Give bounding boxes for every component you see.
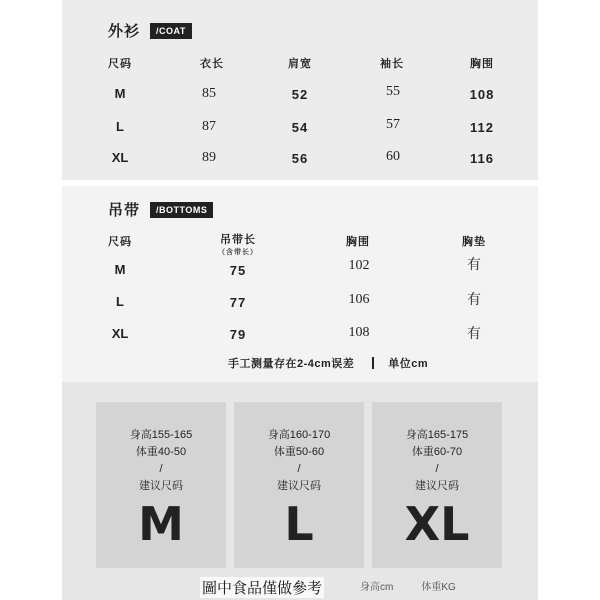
bottoms-row-l-size: L (116, 294, 124, 309)
bottoms-row-m-chest: 102 (348, 258, 370, 273)
bottoms-header-chest: 胸围 (346, 236, 370, 248)
size-card-xl (372, 402, 502, 568)
coat-row-xl-length: 89 (202, 150, 216, 165)
coat-header-length: 衣长 (200, 58, 224, 70)
coat-row-l-size: L (116, 119, 124, 134)
size-card-l (234, 402, 364, 568)
coat-row-xl-size: XL (111, 150, 129, 165)
coat-row-l-chest: 112 (470, 120, 494, 135)
bottoms-header-strap-length-label: 吊带长 (220, 234, 256, 246)
bottoms-row-m-strap: 75 (229, 263, 247, 278)
bottoms-row-xl-size: XL (111, 326, 129, 341)
bottoms-tag: /BOTTOMS (150, 202, 213, 218)
coat-header-chest: 胸围 (470, 58, 494, 70)
size-card-xl-sep: / (435, 463, 439, 475)
size-card-m-height: 身高155-165 (129, 429, 193, 441)
coat-section-header (108, 20, 192, 41)
size-card-m (96, 402, 226, 568)
coat-row-m-chest: 108 (469, 87, 495, 102)
coat-row-m-length: 85 (202, 86, 216, 101)
unit-text: 单位cm (388, 358, 429, 370)
coat-title: 外衫 (108, 23, 141, 40)
measurement-error-text: 手工测量存在2-4cm误差 (228, 358, 355, 370)
footer-height-unit: 身高cm (360, 582, 394, 593)
bottoms-row-m-size: M (114, 262, 126, 277)
coat-row-l-shoulder: 54 (291, 120, 309, 135)
coat-header-shoulder: 肩宽 (288, 58, 312, 70)
size-card-xl-height: 身高165-175 (405, 429, 469, 441)
coat-row-m-shoulder: 52 (291, 87, 309, 102)
bottoms-row-l-strap: 77 (229, 295, 247, 310)
bottoms-header-strap-length-sub: （含带长） (218, 249, 258, 256)
size-card-l-height: 身高160-170 (267, 429, 331, 441)
size-card-l-label: 建议尺码 (277, 480, 321, 492)
size-card-l-weight: 体重50-60 (273, 446, 325, 458)
coat-header-sleeve: 袖长 (380, 58, 404, 70)
bottoms-section-header (108, 199, 213, 220)
size-card-l-size: L (284, 497, 314, 551)
size-card-m-sep: / (159, 463, 163, 475)
size-card-m-label: 建议尺码 (139, 480, 183, 492)
bottoms-row-xl-strap: 79 (229, 327, 247, 342)
coat-row-m-size: M (114, 86, 126, 101)
bottoms-title: 吊带 (108, 202, 141, 219)
note-divider (372, 357, 374, 369)
coat-row-m-sleeve: 55 (386, 84, 400, 99)
bottoms-row-m-pad: 有 (467, 258, 481, 273)
coat-size-table (62, 0, 538, 180)
coat-tag: /COAT (150, 23, 192, 39)
coat-row-xl-sleeve: 60 (386, 149, 400, 164)
bottoms-header-size: 尺码 (108, 236, 132, 248)
size-card-l-sep: / (297, 463, 301, 475)
size-card-xl-label: 建议尺码 (415, 480, 459, 492)
size-card-xl-size: XL (404, 497, 470, 551)
coat-row-l-sleeve: 57 (386, 117, 400, 132)
bottoms-header-pad: 胸垫 (462, 236, 486, 248)
bottoms-size-table (62, 186, 538, 382)
coat-header-size: 尺码 (108, 58, 132, 70)
measurement-note (228, 355, 428, 371)
size-card-m-size: M (138, 497, 184, 551)
bottoms-header-strap-length (218, 231, 258, 257)
bottoms-row-l-pad: 有 (467, 293, 481, 308)
image-caption: 圖中食品僅做參考 (202, 579, 323, 597)
coat-row-xl-chest: 116 (470, 151, 494, 166)
bottoms-row-xl-chest: 108 (348, 325, 370, 340)
coat-row-l-length: 87 (202, 119, 216, 134)
bottoms-row-xl-pad: 有 (467, 327, 481, 342)
bottoms-row-l-chest: 106 (348, 292, 370, 307)
size-card-xl-weight: 体重60-70 (411, 446, 463, 458)
footer-weight-unit: 体重KG (421, 582, 456, 593)
size-card-m-weight: 体重40-50 (135, 446, 187, 458)
coat-row-xl-shoulder: 56 (291, 151, 309, 166)
